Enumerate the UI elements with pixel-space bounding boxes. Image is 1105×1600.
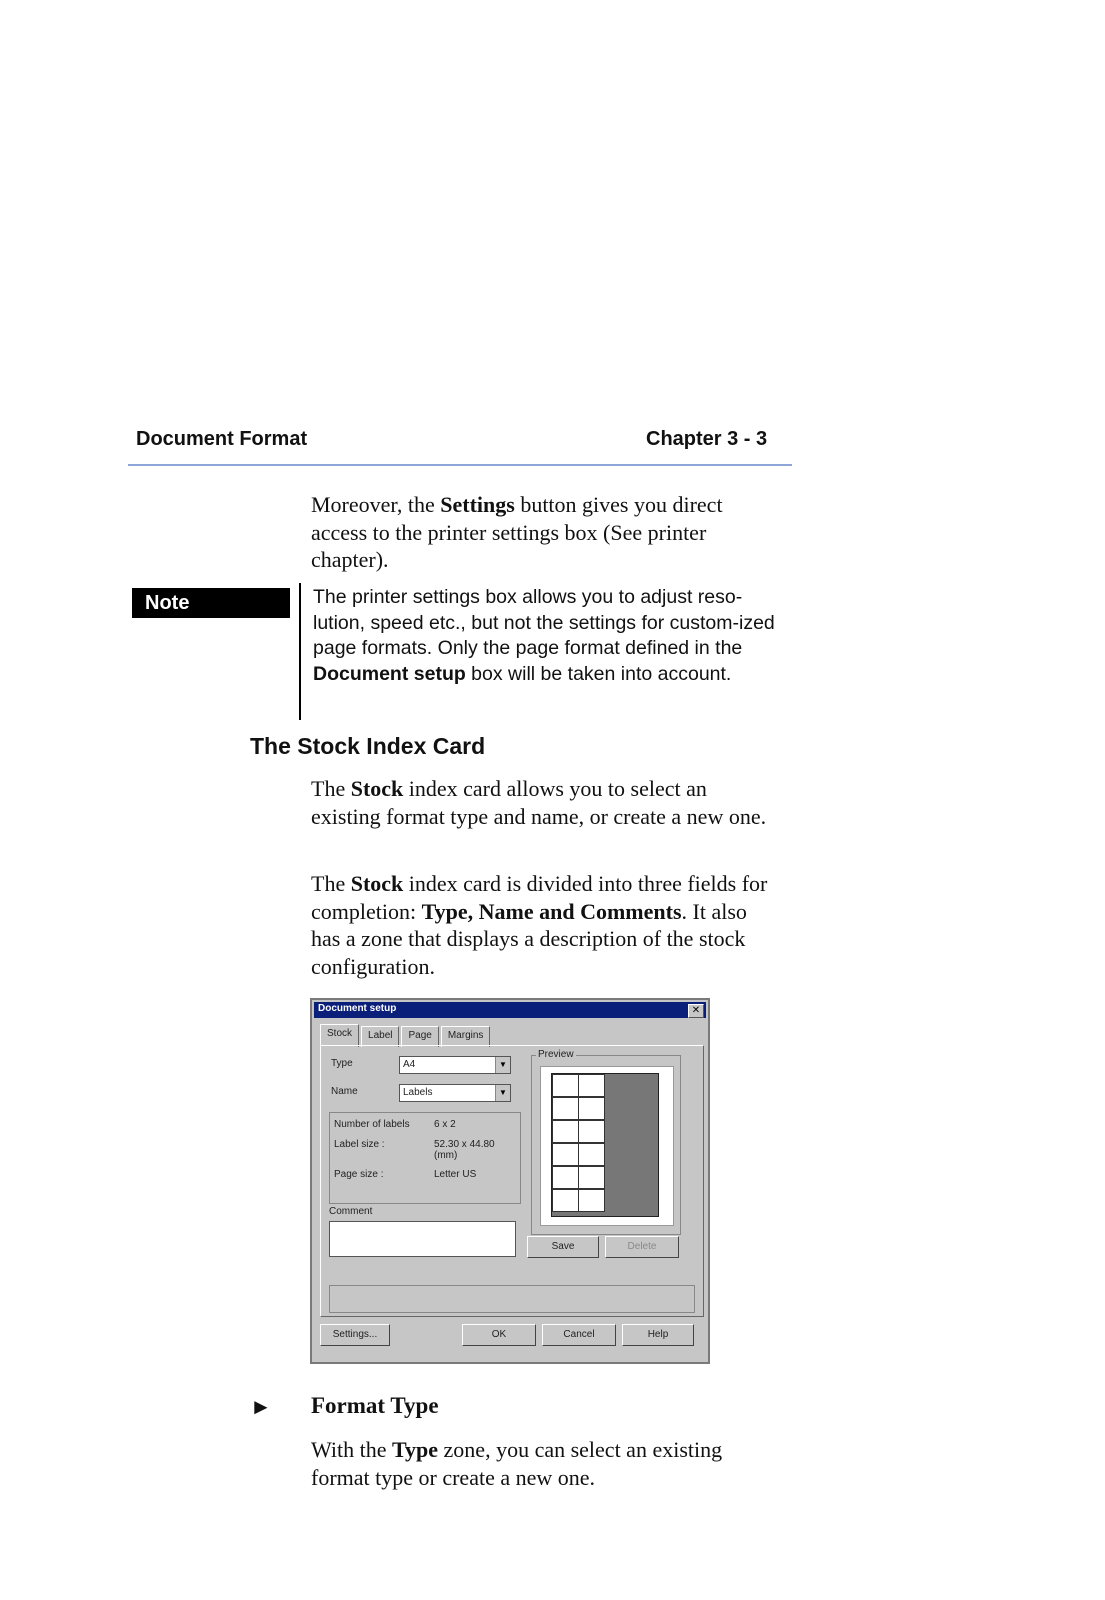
preview-cell bbox=[552, 1189, 579, 1212]
note-text-2: box will be taken into account. bbox=[465, 662, 732, 685]
cancel-button[interactable]: Cancel bbox=[542, 1324, 616, 1346]
status-area bbox=[329, 1285, 695, 1313]
chevron-down-icon[interactable]: ▼ bbox=[495, 1057, 510, 1073]
save-button[interactable]: Save bbox=[527, 1236, 599, 1258]
para2-bold-1: Stock bbox=[350, 871, 404, 896]
chevron-down-icon[interactable]: ▼ bbox=[495, 1085, 510, 1101]
stock-paragraph-2 bbox=[311, 870, 781, 980]
ok-button[interactable]: OK bbox=[462, 1324, 536, 1346]
preview-cell bbox=[552, 1120, 579, 1143]
intro-text-2: button gives you direct access to the printer settings box (See printer chapter). bbox=[311, 492, 723, 572]
preview-cell bbox=[578, 1120, 605, 1143]
dialog-titlebar bbox=[314, 1002, 706, 1018]
tab-stock[interactable]: Stock bbox=[320, 1024, 359, 1047]
help-button[interactable]: Help bbox=[622, 1324, 694, 1346]
intro-bold: Settings bbox=[440, 492, 515, 517]
preview-group bbox=[531, 1049, 681, 1235]
preview-cell bbox=[578, 1074, 605, 1097]
para2-text-2: index card is divided into three fields for completion: bbox=[311, 871, 768, 924]
preview-page bbox=[540, 1066, 674, 1226]
tab-page[interactable]: Page bbox=[401, 1026, 438, 1047]
name-value: Labels bbox=[403, 1087, 433, 1098]
bullet-arrow-icon: ► bbox=[250, 1394, 272, 1419]
note-bar bbox=[299, 583, 301, 720]
info-value-page: Letter US bbox=[434, 1169, 477, 1180]
info-label-labels: Number of labels bbox=[334, 1119, 410, 1130]
running-header-title: Document Format bbox=[136, 428, 308, 450]
tab-label[interactable]: Label bbox=[361, 1026, 399, 1047]
settings-button[interactable]: Settings... bbox=[320, 1324, 390, 1346]
section-title: The Stock Index Card bbox=[250, 733, 486, 759]
preview-label: Preview bbox=[538, 1049, 574, 1060]
preview-cell bbox=[578, 1143, 605, 1166]
info-label-size: Label size : bbox=[334, 1139, 385, 1150]
tab-strip bbox=[320, 1026, 492, 1046]
preview-cell bbox=[552, 1074, 579, 1097]
header-rule bbox=[128, 464, 792, 466]
type-label: Type bbox=[331, 1058, 353, 1069]
note-bold: Document setup bbox=[313, 662, 466, 685]
preview-cell bbox=[578, 1189, 605, 1212]
format-text-1: With the bbox=[311, 1437, 392, 1462]
running-header-chapter: Chapter 3 - 3 bbox=[646, 428, 768, 450]
note-text bbox=[313, 585, 783, 687]
format-text-2: zone, you can select an existing format type or create a new one. bbox=[311, 1437, 723, 1490]
para2-text-1: The bbox=[311, 871, 351, 896]
delete-button[interactable]: Delete bbox=[605, 1236, 679, 1258]
stock-paragraph-1 bbox=[311, 775, 781, 830]
note-label: Note bbox=[132, 588, 290, 618]
tab-margins[interactable]: Margins bbox=[441, 1026, 491, 1047]
comment-field[interactable] bbox=[329, 1221, 516, 1257]
dialog-title: Document setup bbox=[318, 1003, 397, 1014]
type-value: A4 bbox=[403, 1059, 416, 1070]
para2-bold-2: Type, Name and Comments bbox=[421, 898, 682, 924]
note-text-1: The printer settings box allows you to adjust reso-lution, speed etc., but not the settings for custom-ized page formats. Only the page format defined in the bbox=[313, 586, 775, 659]
intro-text-1: Moreover, the bbox=[311, 492, 441, 517]
info-value-size: 52.30 x 44.80 (mm) bbox=[434, 1139, 495, 1161]
stock-info-box bbox=[329, 1112, 521, 1204]
close-icon[interactable]: ✕ bbox=[688, 1004, 704, 1018]
para1-text-2: index card allows you to select an existing format type and name, or create a new one. bbox=[311, 776, 767, 829]
format-type-paragraph bbox=[311, 1436, 781, 1491]
preview-cell bbox=[552, 1097, 579, 1120]
stock-tab-panel bbox=[320, 1045, 704, 1317]
comment-label: Comment bbox=[329, 1206, 373, 1217]
name-combobox[interactable] bbox=[399, 1084, 511, 1102]
preview-cell bbox=[552, 1143, 579, 1166]
preview-label-grid bbox=[551, 1073, 659, 1217]
document-setup-dialog bbox=[310, 998, 710, 1364]
name-label: Name bbox=[331, 1086, 358, 1097]
info-label-page: Page size : bbox=[334, 1169, 384, 1180]
type-combobox[interactable] bbox=[399, 1056, 511, 1074]
para1-bold: Stock bbox=[350, 776, 404, 801]
format-type-title: Format Type bbox=[311, 1393, 439, 1418]
preview-cell bbox=[578, 1166, 605, 1189]
para1-text-1: The bbox=[311, 776, 351, 801]
info-value-labels: 6 x 2 bbox=[434, 1119, 456, 1130]
preview-cell bbox=[552, 1166, 579, 1189]
format-bold: Type bbox=[392, 1437, 439, 1462]
preview-cell bbox=[578, 1097, 605, 1120]
para2-text-3: . It also has a zone that displays a description of the stock configuration. bbox=[311, 898, 747, 979]
intro-paragraph bbox=[311, 491, 781, 574]
